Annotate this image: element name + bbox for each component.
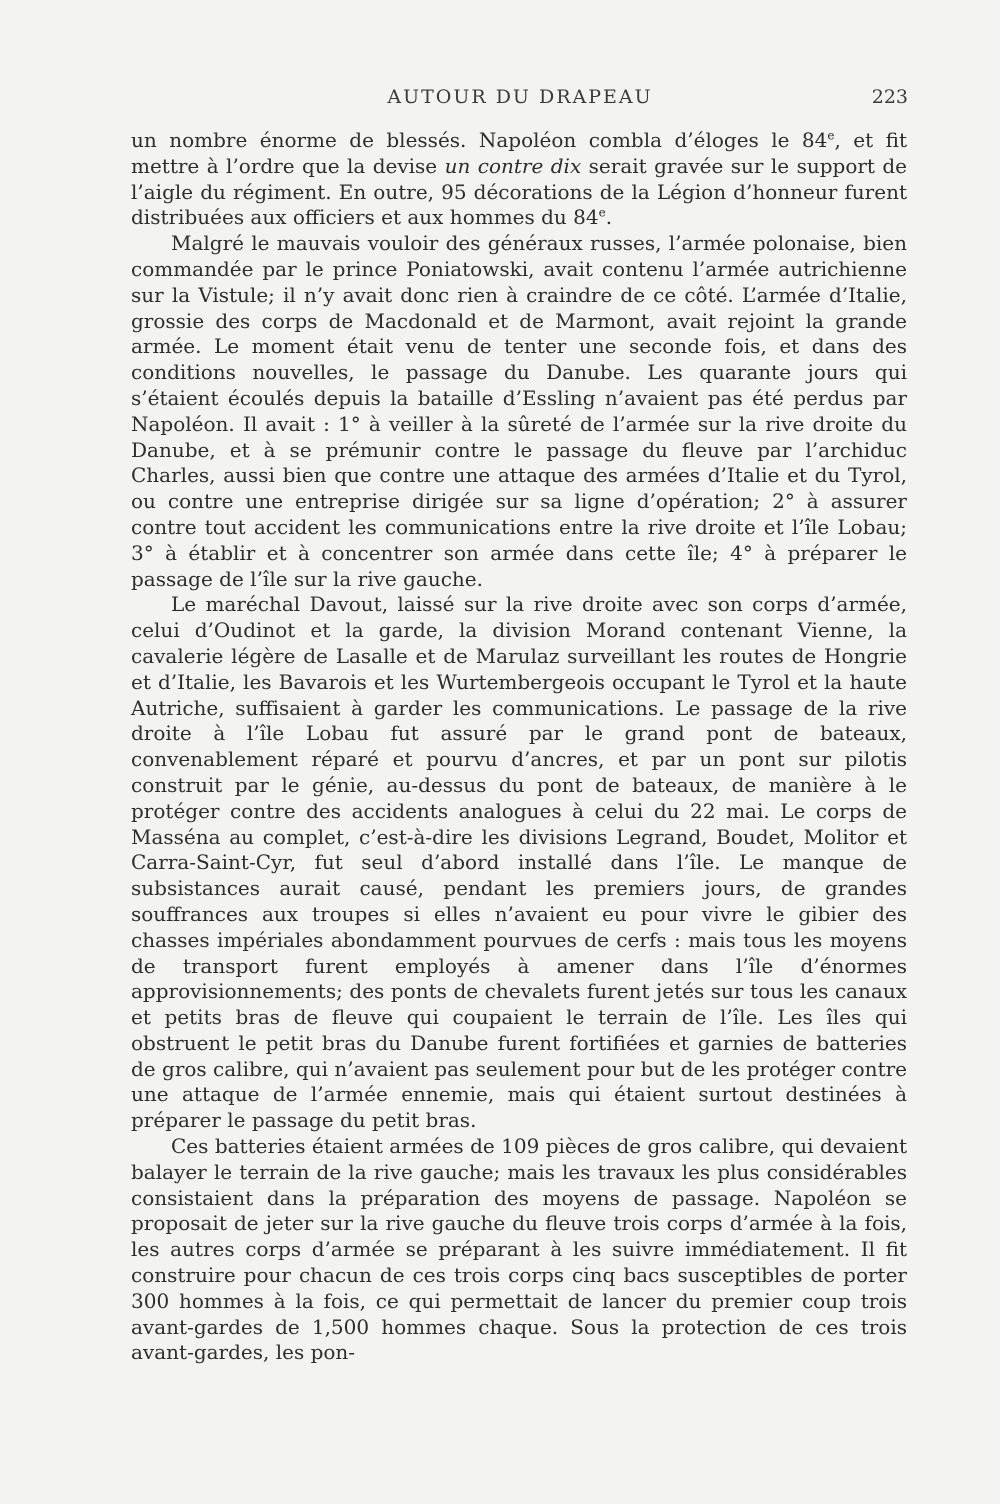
paragraph-1-text-a: un nombre énorme de blessés. Napoléon combla d’éloges le 84	[131, 128, 828, 152]
ordinal-superscript: e	[598, 205, 606, 220]
page-number: 223	[871, 86, 908, 108]
ordinal-superscript: e	[827, 128, 835, 143]
paragraph-1-text-g: .	[605, 205, 613, 230]
paragraph-1	[131, 128, 907, 231]
italic-motto: un contre dix	[444, 153, 582, 178]
running-title: AUTOUR DU DRAPEAU	[387, 86, 653, 108]
paragraph-1-text-e: serait gravée sur le support de l’aigle du régiment. En outre, 95 décorations de la Légion d’honneur furent distribuées aux officiers et aux hommes du 84	[131, 153, 908, 230]
paragraph-4: Ces batteries étaient armées de 109 pièces de gros calibre, qui devaient balayer le terrain de la rive gauche; mais les travaux les plus considérables consistaient dans la préparation des moyens de passage. Napoléon se proposait de jeter sur la rive gauche du fleuve trois corps d’armée à la fois, les autres corps d’armée se préparant à les suivre immédiatement. Il fit construire pour chacun de ces trois corps cinq bacs susceptibles de porter 300 hommes à la fois, ce qui permettait de lancer du premier coup trois avant-gardes de 1,500 hommes chaque. Sous la protection de ces trois avant-gardes, les pon-	[131, 1134, 907, 1365]
paragraph-3: Le maréchal Davout, laissé sur la rive droite avec son corps d’armée, celui d’Oudinot et la garde, la division Morand contenant Vienne, la cavalerie légère de Lasalle et de Marulaz surveillant les routes de Hongrie et d’Italie, les Bavarois et les Wurtembergeois occupant le Tyrol et la haute Autriche, suffisaient à garder les communications. Le passage de la rive droite à l’île Lobau fut assuré par le grand pont de bateaux, convenablement réparé et pourvu d’ancres, et par un pont sur pilotis construit par le génie, au-dessus du pont de bateaux, de manière à le protéger contre des accidents analogues à celui du 22 mai. Le corps de Masséna au complet, c’est-à-dire les divisions Legrand, Boudet, Molitor et Carra-Saint-Cyr, fut seul d’abord installé dans l’île. Le manque de subsistances aurait causé, pendant les premiers jours, de grandes souffrances aux troupes si elles n’avaient eu pour vivre le gibier des chasses impériales abondamment pourvues de cerfs : mais tous les moyens de transport furent employés à amener dans l’île d’énormes approvisionnements; des ponts de chevalets furent jetés sur tous les canaux et petits bras de fleuve qui coupaient le terrain de l’île. Les îles qui obstruent le petit bras du Danube furent fortifiées et garnies de batteries de gros calibre, qui n’avaient pas seulement pour but de les protéger contre une attaque de l’armée ennemie, mais qui étaient surtout destinées à préparer le passage du petit bras.	[131, 592, 907, 1133]
paragraph-1-text-c: , et fit mettre à l’ordre que la devise	[131, 128, 907, 178]
paragraph-2: Malgré le mauvais vouloir des généraux russes, l’armée polonaise, bien commandée par le prince Poniatowski, avait contenu l’armée autrichienne sur la Vistule; il n’y avait donc rien à craindre de ce côté. L’armée d’Italie, grossie des corps de Macdonald et de Marmont, avait rejoint la grande armée. Le moment était venu de tenter une seconde fois, et dans des conditions nouvelles, le passage du Danube. Les quarante jours qui s’étaient écoulés depuis la bataille d’Essling n’avaient pas été perdus par Napoléon. Il avait : 1° à veiller à la sûreté de l’armée sur la rive droite du Danube, et à se prémunir contre le passage du fleuve par l’archiduc Charles, aussi bien que contre une attaque des armées d’Italie et du Tyrol, ou contre une entreprise dirigée sur sa ligne d’opération; 2° à assurer contre tout accident les communications entre la rive droite et l’île Lobau; 3° à établir et à concentrer son armée dans cette île; 4° à préparer le passage de l’île sur la rive gauche.	[131, 231, 907, 591]
running-header	[132, 86, 908, 116]
body-text	[131, 128, 907, 1366]
